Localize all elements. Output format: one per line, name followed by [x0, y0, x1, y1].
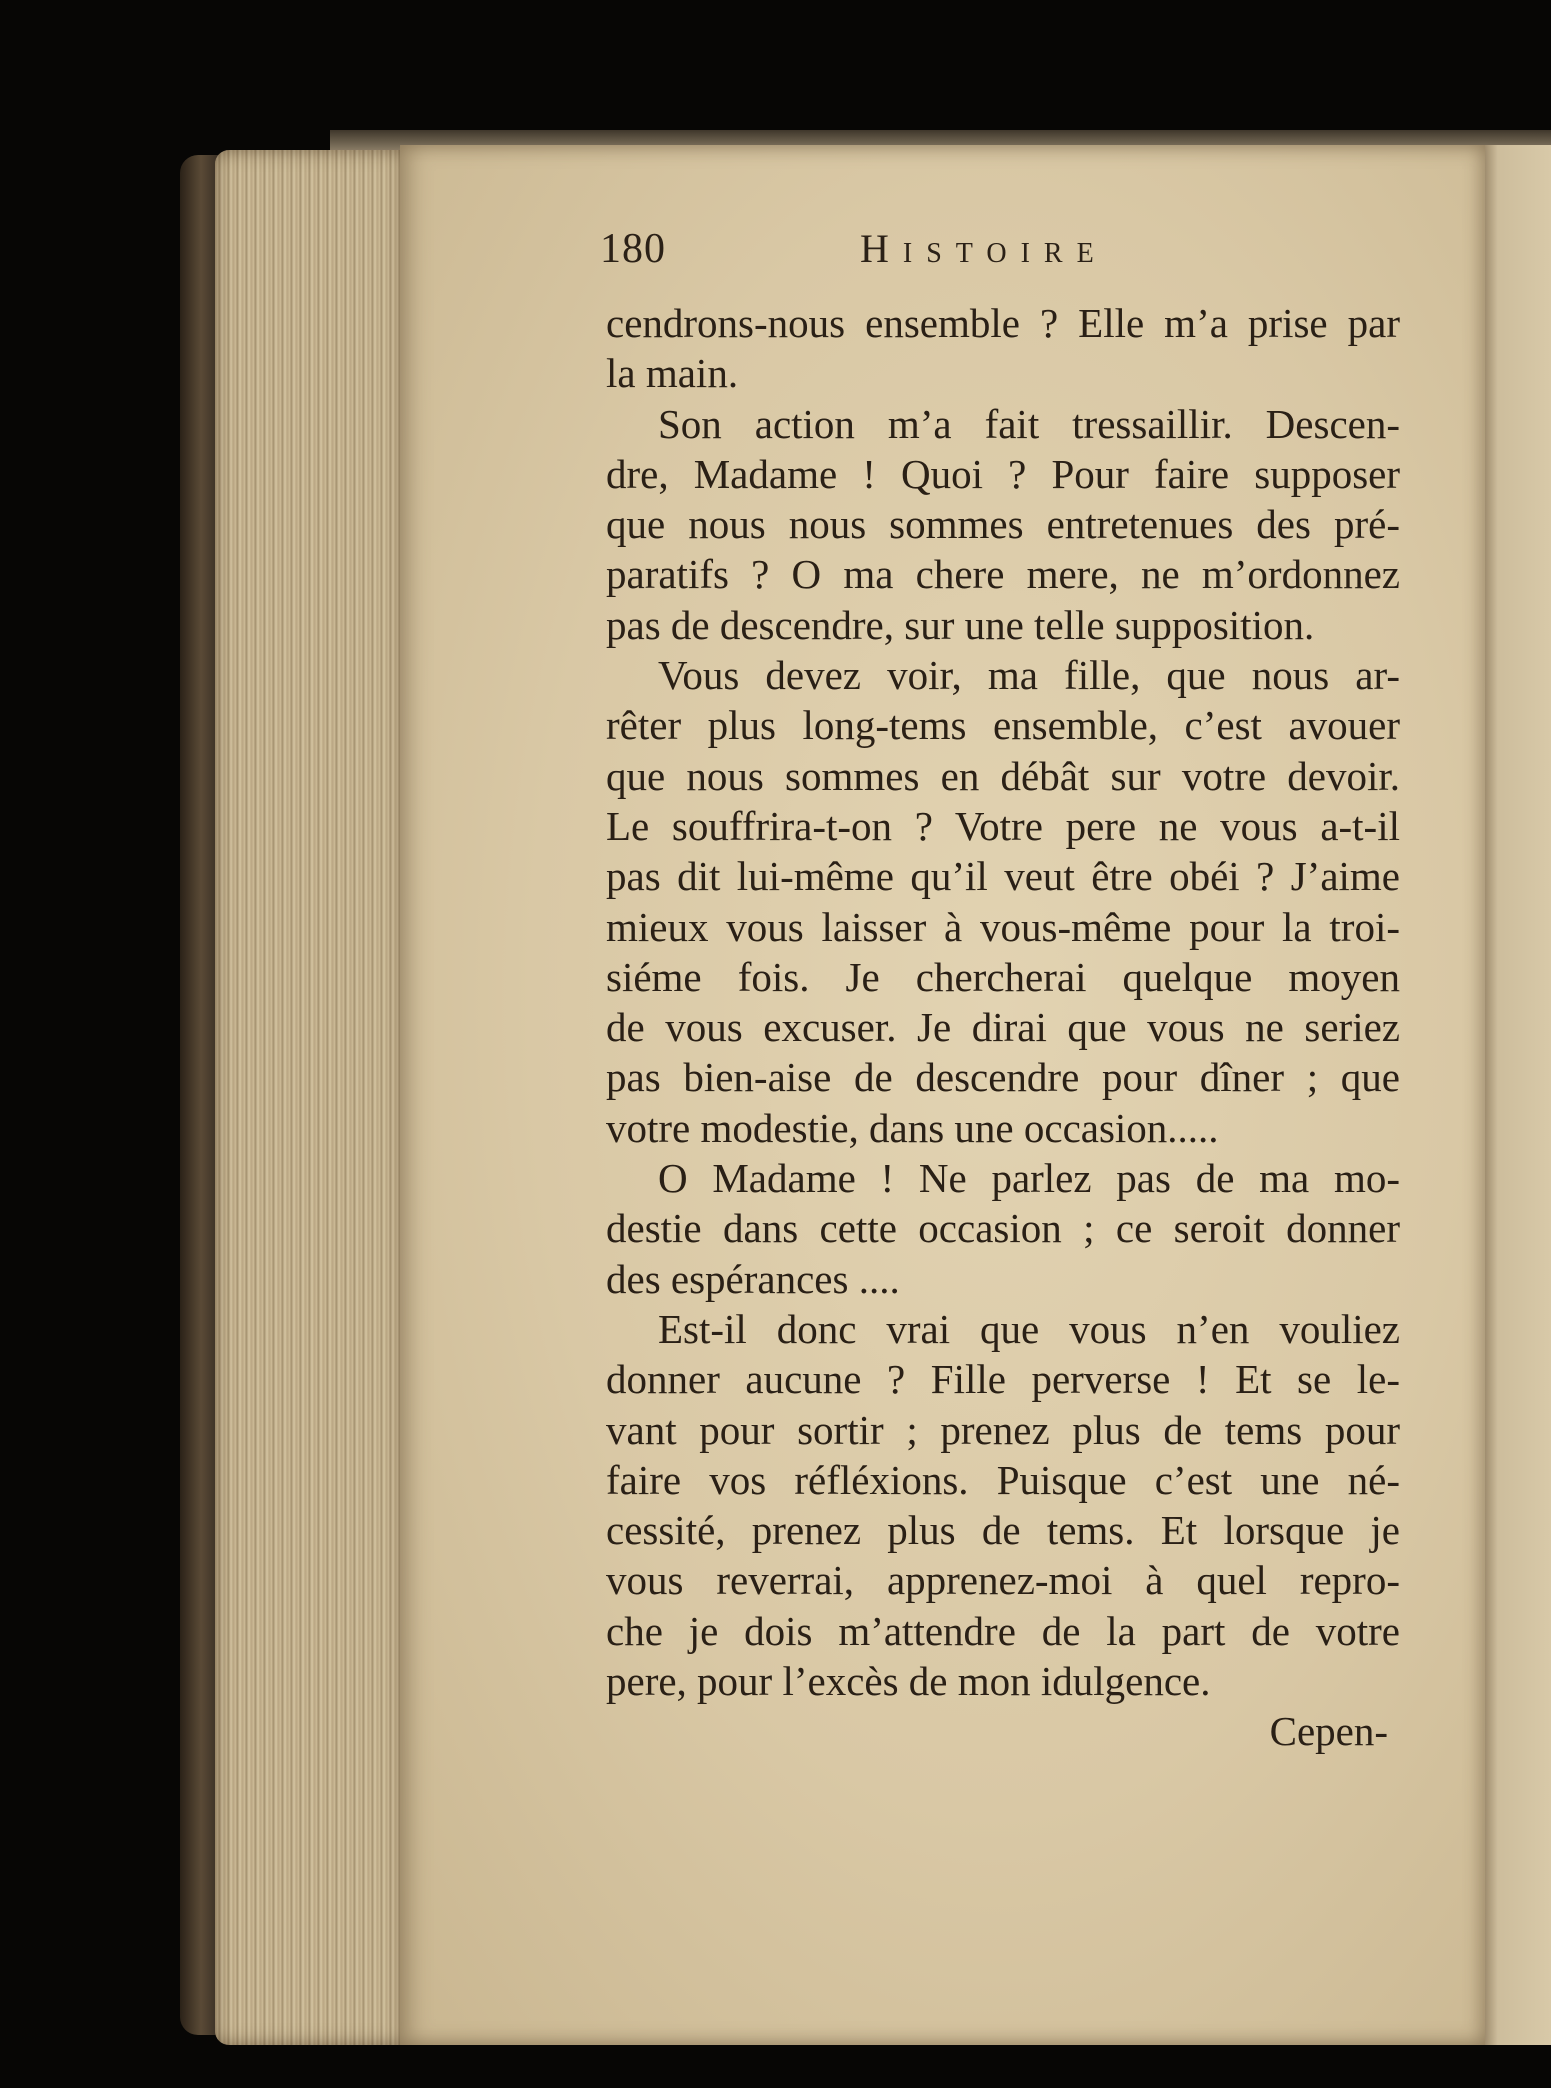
text-line: des espérances .... [606, 1255, 900, 1302]
text-line: che je dois m’attendre de la part de votre [606, 1607, 1400, 1654]
text-line: votre modestie, dans une occasion..... [606, 1104, 1219, 1151]
page-edges [215, 150, 405, 2045]
text-line: Le souffrira-t-on ? Votre pere ne vous a-t-il [606, 802, 1400, 849]
text-line: mieux vous laisser à vous-même pour la troi- [606, 903, 1400, 950]
text-line: vous reverrai, apprenez-moi à quel repro- [606, 1557, 1400, 1604]
text-line: pere, pour l’excès de mon idulgence. [606, 1658, 1211, 1705]
text-line: que nous nous sommes entretenues des pré- [606, 501, 1400, 548]
text-line: que nous sommes en débât sur votre devoir. [606, 752, 1400, 799]
page-number: 180 [600, 226, 666, 272]
text-line: donner aucune ? Fille perverse ! Et se le- [606, 1356, 1400, 1403]
text-line: Est-il donc vrai que vous n’en vouliez [658, 1305, 1400, 1352]
text-line: vant pour sortir ; prenez plus de tems pour [606, 1406, 1400, 1453]
text-line: cessité, prenez plus de tems. Et lorsque je [606, 1507, 1400, 1554]
text-line: de vous excuser. Je dirai que vous ne seriez [606, 1004, 1400, 1051]
text-line: destie dans cette occasion ; ce seroit donner [606, 1205, 1400, 1252]
text-line: Son action m’a fait tressaillir. Descen- [658, 400, 1400, 447]
text-line: O Madame ! Ne parlez pas de ma mo- [658, 1155, 1400, 1202]
text-line: siéme fois. Je chercherai quelque moyen [606, 953, 1400, 1000]
catchword: Cepen- [1269, 1708, 1388, 1755]
body-text [606, 298, 1400, 1757]
text-line: paratifs ? O ma chere mere, ne m’ordonnez [606, 551, 1400, 598]
text-line: pas bien-aise de descendre pour dîner ; que [606, 1054, 1400, 1101]
text-line: cendrons-nous ensemble ? Elle m’a prise par [606, 300, 1400, 346]
page-header [600, 225, 1500, 285]
text-line: dre, Madame ! Quoi ? Pour faire supposer [606, 450, 1400, 497]
text-line: rêter plus long-tems ensemble, c’est avouer [606, 702, 1400, 749]
text-line: faire vos réfléxions. Puisque c’est une né- [606, 1456, 1400, 1503]
text-line: pas dit lui-même qu’il veut être obéi ? J’aime [606, 853, 1400, 900]
text-line: la main. [606, 350, 739, 397]
text-line: pas de descendre, sur une telle supposition. [606, 601, 1315, 648]
text-line: Vous devez voir, ma fille, que nous ar- [658, 652, 1400, 699]
facing-page-edge [1480, 145, 1551, 2045]
running-head: Histoire [860, 226, 1108, 271]
